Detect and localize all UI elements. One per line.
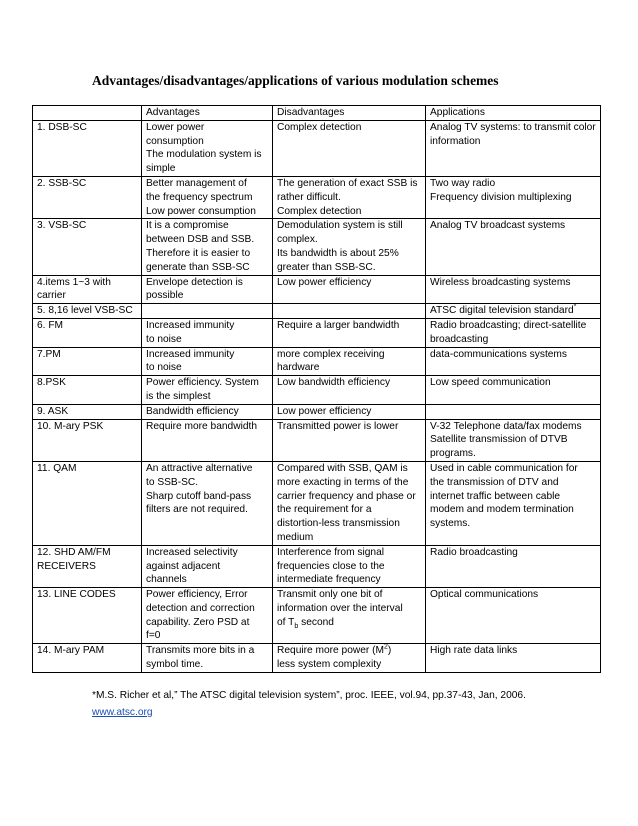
cell-line: intermediate frequency xyxy=(277,574,381,586)
cell-line: V-32 Telephone data/fax modems xyxy=(430,420,582,432)
scheme-cell xyxy=(33,588,142,644)
cell-line: the transmission of DTV and xyxy=(430,476,559,488)
table-row xyxy=(33,120,601,176)
cell-line: filters are not required. xyxy=(146,504,248,516)
cell-line: hardware xyxy=(277,362,320,374)
cell-line: information xyxy=(430,135,481,147)
reference-mark: * xyxy=(573,303,577,311)
cell-line: Frequency division multiplexing xyxy=(430,191,572,203)
table-row xyxy=(33,275,601,304)
table-row xyxy=(33,461,601,545)
cell-line: Lower power xyxy=(146,121,205,133)
cell-line: frequencies close to the xyxy=(277,560,385,572)
scheme-cell xyxy=(33,120,142,176)
scheme-cell xyxy=(33,275,142,304)
cell-line: against adjacent xyxy=(146,560,221,572)
cell-line: the requirement for a xyxy=(277,504,372,516)
cell-line: the frequency spectrum xyxy=(146,191,253,203)
applications-cell xyxy=(426,461,601,545)
cell-line: symbol time. xyxy=(146,659,204,671)
disadvantages-cell xyxy=(273,376,426,405)
cell-line: An attractive alternative xyxy=(146,462,253,474)
cell-line: Low bandwidth efficiency xyxy=(277,377,391,389)
cell-line: Low speed communication xyxy=(430,377,551,389)
advantages-cell xyxy=(142,347,273,376)
column-header: Disadvantages xyxy=(273,106,426,121)
scheme-cell xyxy=(33,304,142,319)
cell-line: data-communications systems xyxy=(430,348,568,360)
cell-line: internet traffic between cable xyxy=(430,490,561,502)
cell-line: 1. DSB-SC xyxy=(37,121,87,133)
applications-cell xyxy=(426,376,601,405)
cell-line: Power efficiency. System xyxy=(146,377,259,389)
footnote-citation: *M.S. Richer et al,” The ATSC digital television system”, proc. IEEE, vol.94, pp.37-43, Jan, 2006. xyxy=(92,690,526,701)
applications-cell xyxy=(426,588,601,644)
cell-line: Satellite transmission of DTVB xyxy=(430,434,568,446)
cell-line: The generation of exact SSB is xyxy=(277,177,418,189)
cell-line: Low power efficiency xyxy=(277,276,372,288)
cell-line: 9. ASK xyxy=(37,405,69,417)
disadvantages-cell xyxy=(273,120,426,176)
cell-line: information over the interval xyxy=(277,602,403,614)
disadvantages-cell xyxy=(273,644,426,673)
cell-line: less system complexity xyxy=(277,659,382,671)
atsc-link[interactable]: www.atsc.org xyxy=(92,707,153,718)
disadvantages-cell xyxy=(273,347,426,376)
cell-line: carrier frequency and phase or xyxy=(277,490,416,502)
scheme-cell xyxy=(33,404,142,419)
cell-line: channels xyxy=(146,574,187,586)
applications-cell xyxy=(426,219,601,275)
table-row xyxy=(33,219,601,275)
cell-line: consumption xyxy=(146,135,204,147)
cell-line: 2. SSB-SC xyxy=(37,177,87,189)
scheme-cell xyxy=(33,461,142,545)
table-row xyxy=(33,318,601,347)
applications-cell xyxy=(426,275,601,304)
cell-line: Increased immunity xyxy=(146,319,235,331)
column-header: Applications xyxy=(426,106,601,121)
cell-line: Transmits more bits in a xyxy=(146,645,255,657)
cell-line: 8.PSK xyxy=(37,377,66,389)
cell-line: programs. xyxy=(430,448,476,460)
cell-line: Envelope detection is xyxy=(146,276,243,288)
table-row xyxy=(33,404,601,419)
column-header: Advantages xyxy=(142,106,273,121)
disadvantages-cell xyxy=(273,545,426,587)
cell-line: to noise xyxy=(146,362,182,374)
table-row xyxy=(33,376,601,405)
cell-line: Analog TV broadcast systems xyxy=(430,220,566,232)
applications-cell xyxy=(426,120,601,176)
cell-line: 5. 8,16 level VSB-SC xyxy=(37,305,133,317)
cell-line: Require more bandwidth xyxy=(146,420,257,432)
cell-line: greater than SSB-SC. xyxy=(277,261,376,273)
cell-line: Increased immunity xyxy=(146,348,235,360)
cell-line: to SSB-SC. xyxy=(146,476,199,488)
footnote xyxy=(92,687,526,721)
scheme-cell xyxy=(33,545,142,587)
cell-line: generate than SSB-SC xyxy=(146,261,250,273)
cell-line: distortion-less transmission xyxy=(277,518,400,530)
advantages-cell xyxy=(142,588,273,644)
cell-line: 13. LINE CODES xyxy=(37,589,116,601)
scheme-cell xyxy=(33,419,142,461)
cell-line: Interference from signal xyxy=(277,546,385,558)
advantages-cell xyxy=(142,419,273,461)
cell-line: Compared with SSB, QAM is xyxy=(277,462,408,474)
cell-line: Radio broadcasting; direct-satellite xyxy=(430,319,587,331)
cell-line: simple xyxy=(146,163,176,175)
cell-line: 7.PM xyxy=(37,348,61,360)
applications-cell xyxy=(426,318,601,347)
disadvantages-cell xyxy=(273,176,426,218)
cell-line: ATSC digital television standard* xyxy=(430,303,577,317)
applications-cell xyxy=(426,419,601,461)
cell-line: RECEIVERS xyxy=(37,560,96,572)
column-header xyxy=(33,106,142,121)
scheme-cell xyxy=(33,219,142,275)
cell-line: systems. xyxy=(430,518,471,530)
cell-line: Low power efficiency xyxy=(277,405,372,417)
cell-line: Low power consumption xyxy=(146,205,256,217)
disadvantages-cell xyxy=(273,461,426,545)
advantages-cell xyxy=(142,304,273,319)
cell-line: 12. SHD AM/FM xyxy=(37,546,111,558)
cell-line: detection and correction xyxy=(146,602,255,614)
cell-line: 14. M-ary PAM xyxy=(37,645,105,657)
cell-line: Sharp cutoff band-pass xyxy=(146,490,252,502)
disadvantages-cell xyxy=(273,588,426,644)
cell-line: Transmit only one bit of xyxy=(277,589,383,601)
cell-line: complex. xyxy=(277,234,318,246)
advantages-cell xyxy=(142,219,273,275)
cell-line: of $T_b$ second xyxy=(277,616,334,630)
cell-line: broadcasting xyxy=(430,333,489,345)
cell-line: It is a compromise xyxy=(146,220,229,232)
disadvantages-cell xyxy=(273,419,426,461)
cell-line: capability. Zero PSD at xyxy=(146,616,250,628)
disadvantages-cell xyxy=(273,304,426,319)
cell-line: f=0 xyxy=(146,630,161,642)
cell-line: Demodulation system is still xyxy=(277,220,403,232)
table-header-row xyxy=(33,106,601,121)
cell-line: possible xyxy=(146,290,184,302)
applications-cell xyxy=(426,304,601,319)
cell-line: Wireless broadcasting systems xyxy=(430,276,571,288)
disadvantages-cell xyxy=(273,404,426,419)
scheme-cell xyxy=(33,176,142,218)
cell-line: Power efficiency, Error xyxy=(146,589,248,601)
cell-line: Therefore it is easier to xyxy=(146,247,251,259)
advantages-cell xyxy=(142,404,273,419)
cell-line: Its bandwidth is about 25% xyxy=(277,247,399,259)
cell-line: more exacting in terms of the xyxy=(277,476,409,488)
table-row xyxy=(33,545,601,587)
table-row xyxy=(33,419,601,461)
scheme-cell xyxy=(33,347,142,376)
cell-line: medium xyxy=(277,531,314,543)
advantages-cell xyxy=(142,644,273,673)
cell-line: more complex receiving xyxy=(277,348,385,360)
cell-line: rather difficult. xyxy=(277,191,341,203)
advantages-cell xyxy=(142,461,273,545)
advantages-cell xyxy=(142,545,273,587)
applications-cell xyxy=(426,404,601,419)
disadvantages-cell xyxy=(273,275,426,304)
cell-line: Complex detection xyxy=(277,121,362,133)
advantages-cell xyxy=(142,318,273,347)
cell-line: Complex detection xyxy=(277,205,362,217)
cell-line: 11. QAM xyxy=(37,462,77,474)
applications-cell xyxy=(426,176,601,218)
page-title: Advantages/disadvantages/applications of various modulation schemes xyxy=(92,73,499,88)
table-row xyxy=(33,176,601,218)
cell-line: Bandwidth efficiency xyxy=(146,405,239,417)
cell-line: Better management of xyxy=(146,177,247,189)
cell-line: to noise xyxy=(146,333,182,345)
cell-line: Optical communications xyxy=(430,589,539,601)
advantages-cell xyxy=(142,376,273,405)
table-row xyxy=(33,644,601,673)
cell-line: Transmitted power is lower xyxy=(277,420,399,432)
cell-line: 6. FM xyxy=(37,319,64,331)
cell-line: Two way radio xyxy=(430,177,496,189)
scheme-cell xyxy=(33,376,142,405)
cell-line: Used in cable communication for xyxy=(430,462,578,474)
advantages-cell xyxy=(142,275,273,304)
cell-line: Increased selectivity xyxy=(146,546,238,558)
modulation-table xyxy=(32,105,601,673)
cell-line: modem and modem termination xyxy=(430,504,574,516)
cell-line: High rate data links xyxy=(430,645,518,657)
applications-cell xyxy=(426,545,601,587)
cell-line: 4.items 1~3 with xyxy=(37,276,111,288)
cell-line: Require a larger bandwidth xyxy=(277,319,400,331)
cell-line: carrier xyxy=(37,290,66,302)
cell-line: 3. VSB-SC xyxy=(37,220,87,232)
cell-line: between DSB and SSB. xyxy=(146,234,255,246)
cell-line: Require more power $(M^2)$ xyxy=(277,643,392,657)
table-row xyxy=(33,304,601,319)
disadvantages-cell xyxy=(273,219,426,275)
applications-cell xyxy=(426,347,601,376)
cell-line: is the simplest xyxy=(146,390,211,402)
cell-line: Radio broadcasting xyxy=(430,546,518,558)
scheme-cell xyxy=(33,644,142,673)
cell-line: Analog TV systems: to transmit color xyxy=(430,121,596,133)
advantages-cell xyxy=(142,120,273,176)
table-row xyxy=(33,588,601,644)
cell-line: 10. M-ary PSK xyxy=(37,420,104,432)
applications-cell xyxy=(426,644,601,673)
disadvantages-cell xyxy=(273,318,426,347)
scheme-cell xyxy=(33,318,142,347)
advantages-cell xyxy=(142,176,273,218)
cell-line: The modulation system is xyxy=(146,149,262,161)
table-row xyxy=(33,347,601,376)
